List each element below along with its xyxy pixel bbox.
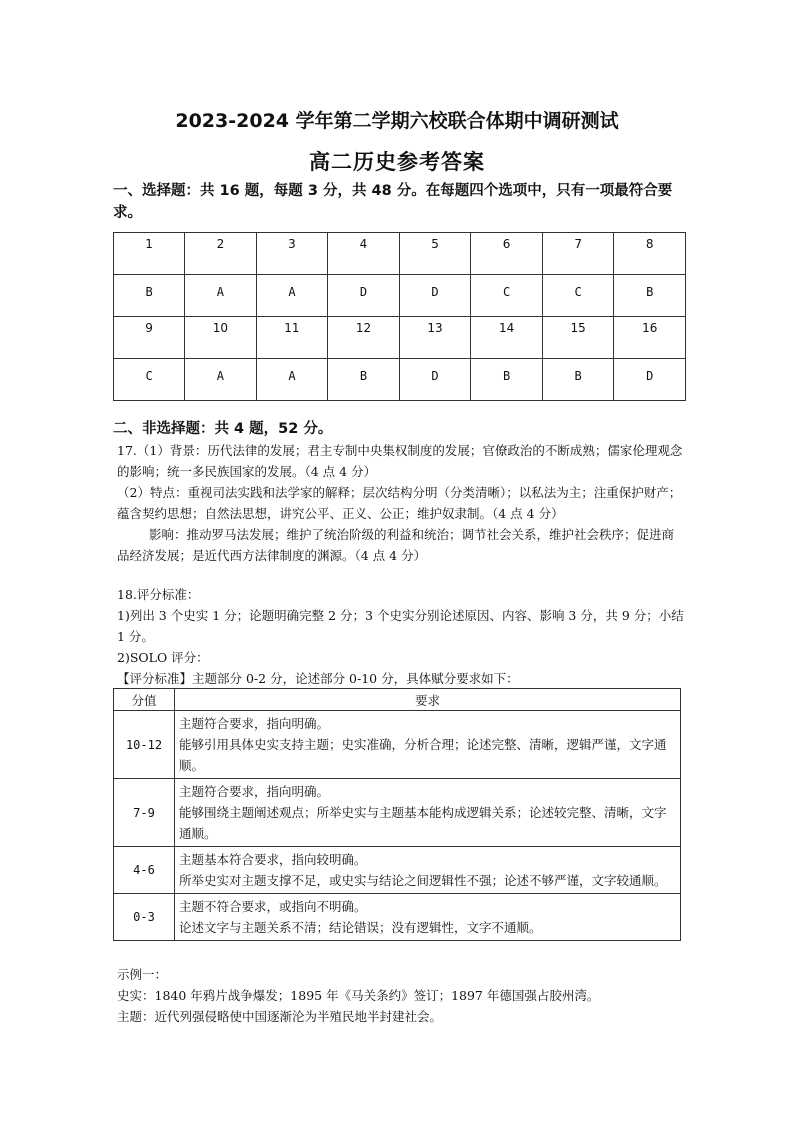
question-number-row	[114, 233, 686, 275]
table-cell: C	[542, 275, 614, 317]
section1-heading: 一、选择题：共 16 题，每题 3 分，共 48 分。在每题四个选项中，只有一项最符合要求。	[113, 183, 673, 221]
score-range: 4-6	[114, 847, 175, 894]
table-cell: B	[114, 275, 185, 317]
requirement-column-header: 要求	[175, 689, 681, 711]
table-cell: 9	[114, 317, 185, 359]
table-header-row	[114, 689, 681, 711]
table-cell: 15	[542, 317, 614, 359]
requirement-line: 能够引用具体史实支持主题；史实准确，分析合理；论述完整、清晰，逻辑严谨，文字通顺。	[179, 737, 667, 773]
table-cell: B	[542, 359, 614, 401]
table-cell: A	[185, 359, 257, 401]
table-row	[114, 847, 681, 894]
table-cell: C	[114, 359, 185, 401]
exam-title: 2023-2024 学年第二学期六校联合体期中调研测试	[175, 110, 619, 132]
example-label: 示例一：	[117, 967, 168, 982]
table-cell: B	[328, 359, 400, 401]
requirement-cell	[175, 711, 681, 779]
requirement-line: 能够围绕主题阐述观点；所举史实与主题基本能构成逻辑关系；论述较完整、清晰，文字通顺。	[179, 805, 667, 841]
example-theme: 主题：近代列强侵略使中国逐渐沦为半殖民地半封建社会。	[117, 1009, 443, 1024]
q18-heading: 18.评分标准：	[117, 587, 200, 602]
table-cell: 12	[328, 317, 400, 359]
table-cell: A	[185, 275, 257, 317]
q18-criterion-2: 2)SOLO 评分：	[117, 650, 209, 665]
table-cell: A	[256, 275, 328, 317]
section2-heading: 二、非选择题：共 4 题，52 分。	[113, 421, 333, 437]
requirement-line: 主题基本符合要求，指向较明确。	[179, 852, 367, 867]
table-cell: 3	[256, 233, 328, 275]
requirement-line: 主题不符合要求，或指向不明确。	[179, 899, 367, 914]
table-row	[114, 711, 681, 779]
table-cell: A	[256, 359, 328, 401]
table-cell: 10	[185, 317, 257, 359]
example-one	[117, 964, 685, 1027]
question-17-answer	[117, 440, 685, 566]
q18-scoring-note: 【评分标准】主题部分 0-2 分，论述部分 0-10 分，具体赋分要求如下：	[117, 671, 519, 686]
table-cell: C	[471, 275, 543, 317]
table-row	[114, 894, 681, 941]
table-cell: 4	[328, 233, 400, 275]
requirement-cell	[175, 894, 681, 941]
requirement-line: 论述文字与主题关系不清；结论错误；没有逻辑性，文字不通顺。	[179, 920, 542, 935]
table-cell: 5	[399, 233, 471, 275]
score-range: 0-3	[114, 894, 175, 941]
multiple-choice-answer-table	[113, 232, 686, 401]
requirement-line: 主题符合要求，指向明确。	[179, 716, 330, 731]
requirement-cell	[175, 779, 681, 847]
table-cell: 2	[185, 233, 257, 275]
table-row	[114, 779, 681, 847]
q18-criterion-1: 1)列出 3 个史实 1 分；论题明确完整 2 分；3 个史实分别论述原因、内容、影响 3 分，共 9 分；小结 1 分。	[117, 608, 684, 644]
table-cell: B	[471, 359, 543, 401]
table-cell: 7	[542, 233, 614, 275]
table-cell: 16	[614, 317, 686, 359]
answer-row	[114, 359, 686, 401]
q17-influence: 影响：推动罗马法发展；维护了统治阶级的利益和统治；调节社会关系，维护社会秩序；促进商品经济发展；是近代西方法律制度的渊源。（4 点 4 分）	[117, 527, 675, 563]
requirement-line: 主题符合要求，指向明确。	[179, 784, 330, 799]
requirement-cell	[175, 847, 681, 894]
example-facts: 史实：1840 年鸦片战争爆发；1895 年《马关条约》签订；1897 年德国强占胶州湾。	[117, 988, 600, 1003]
table-cell: 6	[471, 233, 543, 275]
question-number-row	[114, 317, 686, 359]
table-cell: D	[328, 275, 400, 317]
q17-features: （2）特点：重视司法实践和法学家的解释；层次结构分明（分类清晰）；以私法为主；注重保护财产；蕴含契约思想；自然法思想，讲究公平、正义、公正；维护奴隶制。（4 点 4 分）	[117, 485, 682, 521]
table-cell: 11	[256, 317, 328, 359]
requirement-line: 所举史实对主题支撑不足，或史实与结论之间逻辑性不强；论述不够严谨，文字较通顺。	[179, 873, 667, 888]
table-cell: D	[399, 359, 471, 401]
question-18-criteria	[117, 584, 685, 689]
table-cell: 1	[114, 233, 185, 275]
score-range: 7-9	[114, 779, 175, 847]
score-column-header: 分值	[114, 689, 175, 711]
answer-key-title: 高二历史参考答案	[309, 150, 485, 174]
table-cell: B	[614, 275, 686, 317]
q17-background: 17.（1）背景：历代法律的发展；君主专制中央集权制度的发展；官僚政治的不断成熟；儒家伦理观念的影响；统一多民族国家的发展。（4 点 4 分）	[117, 443, 683, 479]
score-range: 10-12	[114, 711, 175, 779]
table-cell: 14	[471, 317, 543, 359]
solo-scoring-table	[113, 688, 681, 941]
table-cell: D	[614, 359, 686, 401]
table-cell: 8	[614, 233, 686, 275]
table-cell: D	[399, 275, 471, 317]
table-cell: 13	[399, 317, 471, 359]
answer-row	[114, 275, 686, 317]
